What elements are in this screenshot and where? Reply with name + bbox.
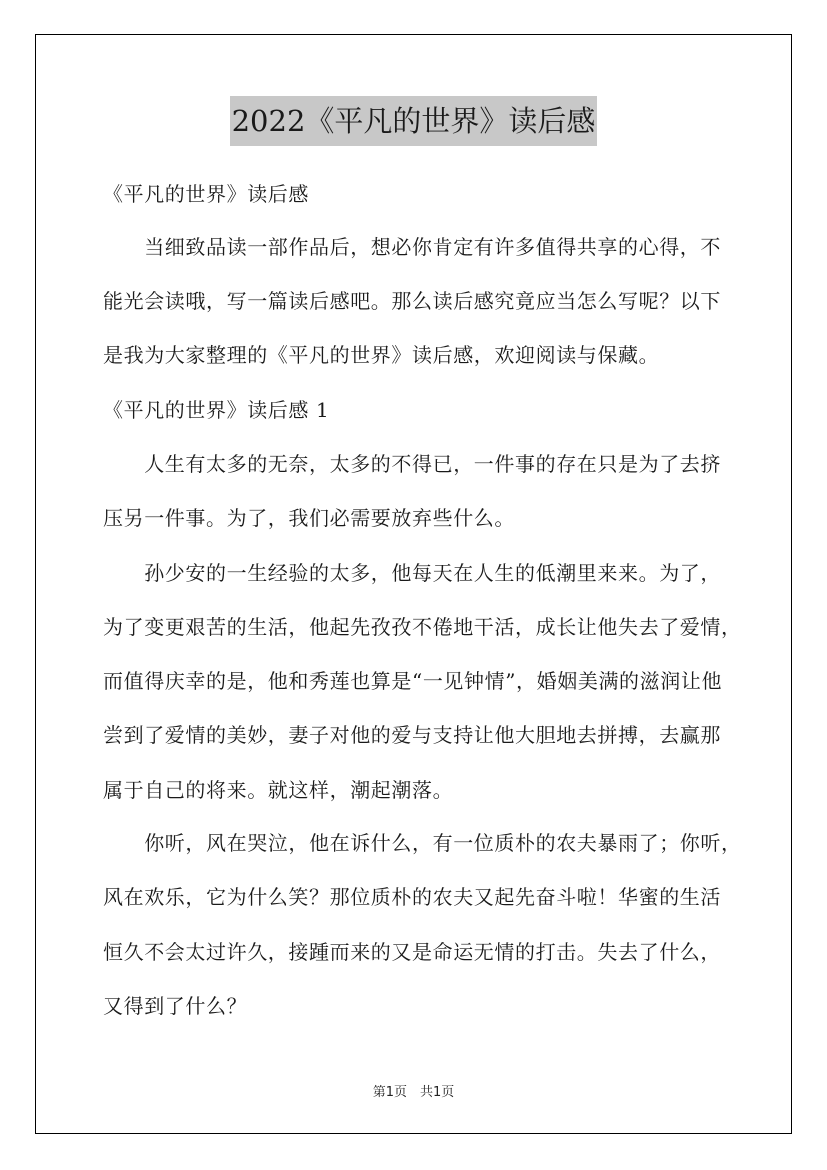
section-heading: 《平凡的世界》读后感	[103, 182, 309, 206]
document-title-text: 2022《平凡的世界》读后感	[230, 96, 598, 146]
paragraph-line: 又得到了什么？	[103, 994, 248, 1018]
paragraph-line: 是我为大家整理的《平凡的世界》读后感，欢迎阅读与保藏。	[103, 343, 660, 367]
paragraph-line: 而值得庆幸的是，他和秀莲也算是“一见钟情”，婚姻美满的滋润让他	[103, 669, 723, 693]
paragraph-line: 风在欢乐，它为什么笑？那位质朴的农夫又起先奋斗啦！华蜜的生活	[103, 885, 721, 909]
paragraph-line: 当细致品读一部作品后，想必你肯定有许多值得共享的心得，不	[103, 235, 721, 259]
page-footer: 第1页 共1页	[372, 1085, 455, 1100]
paragraph-line: 孙少安的一生经验的太多，他每天在人生的低潮里来来。为了，	[103, 561, 721, 585]
document-title	[0, 96, 827, 146]
paragraph-line: 你听，风在哭泣，他在诉什么，有一位质朴的农夫暴雨了；你听，	[103, 831, 742, 855]
paragraph-line: 人生有太多的无奈，太多的不得已，一件事的存在只是为了去挤	[103, 452, 721, 476]
paragraph-line: 为了变更艰苦的生活，他起先孜孜不倦地干活，成长让他失去了爱情，	[103, 615, 742, 639]
paragraph-line: 尝到了爱情的美妙，妻子对他的爱与支持让他大胆地去拼搏，去赢那	[103, 723, 721, 747]
paragraph-line: 能光会读哦，写一篇读后感吧。那么读后感究竟应当怎么写呢？以下	[103, 289, 721, 313]
paragraph-line: 恒久不会太过许久，接踵而来的又是命运无情的打击。失去了什么，	[103, 940, 721, 964]
paragraph-line: 压另一件事。为了，我们必需要放弃些什么。	[103, 506, 515, 530]
paragraph-line: 属于自己的将来。就这样，潮起潮落。	[103, 778, 454, 802]
section-heading: 《平凡的世界》读后感 1	[103, 398, 330, 422]
